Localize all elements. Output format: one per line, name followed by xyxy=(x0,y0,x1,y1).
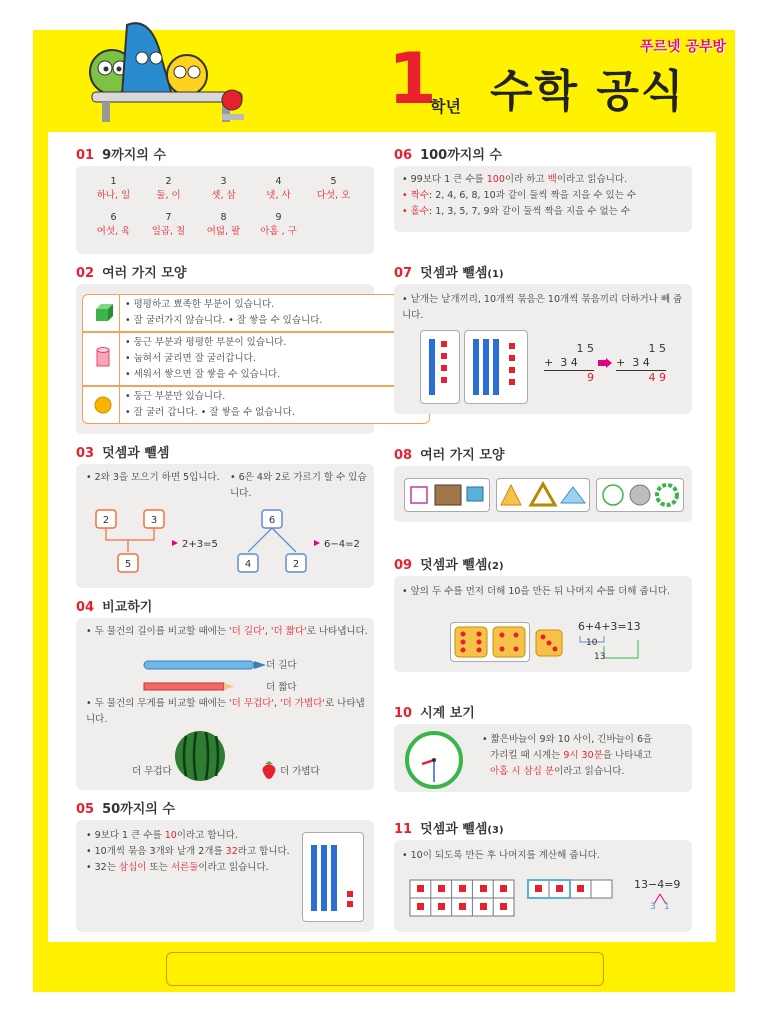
tens-blocks-icon xyxy=(303,833,363,921)
section-03-heading: 03 덧셈과 뺄셈 xyxy=(76,446,170,461)
blocks-card-2 xyxy=(464,330,528,404)
section-01-panel xyxy=(76,166,374,254)
s09-result: 13 xyxy=(594,652,606,662)
pen-pencil-illustration xyxy=(142,658,272,694)
shape-row-box xyxy=(82,294,430,332)
num-item: 1 하나, 일 xyxy=(96,176,131,201)
section-09-panel xyxy=(394,576,692,672)
sub-equation: 6−4=2 xyxy=(324,539,360,550)
tens-blocks-card xyxy=(302,832,364,922)
heavier-label: 더 무겁다 xyxy=(132,766,172,777)
section-08-panel xyxy=(394,466,692,522)
triangle-shapes-icon xyxy=(497,479,589,511)
num-item: 5 다섯, 오 xyxy=(316,176,351,201)
shape-desc: • 둥근 부분만 있습니다. • 잘 굴러 갑니다. • 잘 쌓을 수 없습니다. xyxy=(125,391,295,418)
watermelon-icon xyxy=(172,728,228,784)
bond-part-a: 2 xyxy=(102,515,110,526)
cylinder-icon xyxy=(95,347,111,369)
compose-text: • 2와 3을 모으기 하면 5입니다. xyxy=(86,472,220,483)
weight-text: • 두 물건의 무게를 비교할 때에는 '더 무겁다', '더 가볍다'로 나타냅니다. xyxy=(86,698,365,725)
number-row-1 xyxy=(86,176,361,201)
page-title: 수학 공식 xyxy=(490,66,686,117)
section-11-heading: 11 덧셈과 뺄셈(3) xyxy=(394,822,504,837)
num-item: 6 여섯, 육 xyxy=(96,212,131,237)
brand-logo: 푸르넷 공부방 xyxy=(640,39,727,55)
cube-icon xyxy=(93,303,113,323)
section-06-panel xyxy=(394,166,692,232)
circle-shapes-card xyxy=(596,478,684,512)
section-08-heading: 08 여러 가지 모양 xyxy=(394,448,505,463)
square-shapes-card xyxy=(404,478,490,512)
s07-text: • 낱개는 낱개끼리, 10개씩 묶음은 10개씩 묶음끼리 더하거나 빼 줍니다. xyxy=(402,294,683,321)
section-02-panel xyxy=(76,284,374,434)
hundred-text: • 99보다 1 큰 수를 100이라 하고 백이라고 읽습니다. • 짝수: 2, 4, 6, 8, 10과 같이 둘씩 짝을 지을 수 있는 수 • 홀수: 1, 3, 5, 7, 9와 같이 둘씩 짝을 지을 수 없는 수 xyxy=(402,174,637,217)
s11-text: • 10이 되도록 만든 후 나머지를 계산해 줍니다. xyxy=(402,850,600,861)
section-11-panel xyxy=(394,840,692,932)
arrow-icon xyxy=(598,358,612,368)
ten-frame-full xyxy=(408,874,518,922)
bond-sum: 5 xyxy=(124,559,132,570)
grade-number: 1 xyxy=(388,38,437,120)
num-item: 7 일곱, 칠 xyxy=(151,212,186,237)
grade-label: 학년 xyxy=(430,97,461,116)
number-row-2 xyxy=(86,212,306,237)
clock-text: • 짧은바늘이 9와 10 사이, 긴바늘이 6을 가리킬 때 시계는 9시 30분을 나타내고 아홉 시 삼십 분이라고 읽습니다. xyxy=(482,734,653,777)
bond-part-b: 3 xyxy=(150,515,158,526)
section-06-heading: 06 100까지의 수 xyxy=(394,148,502,163)
section-01-heading xyxy=(76,144,166,163)
vertical-calc-2: 1 5 + 3 4 4 9 xyxy=(616,342,666,384)
decompose-text: • 6은 4와 2로 가르기 할 수 있습니다. xyxy=(230,472,367,499)
number-bond-diagram xyxy=(76,504,374,584)
section-02-heading: 02 여러 가지 모양 xyxy=(76,266,187,281)
shape-desc: • 평평하고 뾰족한 부분이 있습니다. • 잘 굴러가지 않습니다. • 잘 쌓을 수 있습니다. xyxy=(125,299,323,326)
square-shapes-icon xyxy=(405,479,489,511)
longer-label: 더 길다 xyxy=(266,660,297,671)
blocks-card-1 xyxy=(420,330,460,404)
shape-row-cylinder xyxy=(82,332,430,386)
section-number: 01 xyxy=(76,148,95,163)
fifty-text: • 9보다 1 큰 수를 10이라고 합니다. • 10개씩 묶음 3개와 낱개 2개를 32라고 합니다. • 32는 삼십이 또는 서른둘이라고 읽습니다. xyxy=(86,830,290,873)
section-04-heading: 04 비교하기 xyxy=(76,600,153,615)
mascot-illustration xyxy=(72,20,262,130)
section-10-panel xyxy=(394,724,692,792)
num-item: 2 둘, 이 xyxy=(156,176,181,201)
section-09-heading: 09 덧셈과 뺄셈(2) xyxy=(394,558,504,573)
s09-ten: 10 xyxy=(586,638,598,648)
section-05-heading: 05 50까지의 수 xyxy=(76,802,175,817)
name-field-box[interactable] xyxy=(166,952,604,986)
section-07-heading: 07 덧셈과 뺄셈(1) xyxy=(394,266,504,281)
triangle-shapes-card xyxy=(496,478,590,512)
ten-frame-remaining xyxy=(526,874,616,922)
single-die-icon xyxy=(534,628,564,658)
tens-blocks-icon xyxy=(421,331,459,403)
section-10-heading: 10 시계 보기 xyxy=(394,706,475,721)
shape-row-sphere xyxy=(82,386,430,424)
num-item: 4 넷, 사 xyxy=(266,176,291,201)
strawberry-icon xyxy=(260,760,278,780)
lighter-label: 더 가볍다 xyxy=(280,766,320,777)
num-item: 8 여덟, 팔 xyxy=(206,212,241,237)
bond-whole: 6 xyxy=(268,515,276,526)
shorter-label: 더 짧다 xyxy=(266,682,297,693)
add-equation: 2+3=5 xyxy=(182,539,218,550)
shape-desc: • 둥근 부분과 평평한 부분이 있습니다. • 눕혀서 굴리면 잘 굴러갑니다. • 세워서 쌓으면 잘 쌓을 수 있습니다. xyxy=(125,337,287,380)
vertical-calc-1: 1 5 + 3 4 9 xyxy=(544,342,594,384)
clock-icon xyxy=(404,730,464,790)
length-text: • 두 물건의 길이를 비교할 때에는 '더 길다', '더 짧다'로 나타냅니다. xyxy=(86,626,368,637)
s09-text: • 앞의 두 수를 먼저 더해 10을 만든 뒤 나머지 수를 더해 줍니다. xyxy=(402,586,671,597)
section-04-panel xyxy=(76,618,374,790)
section-title: 9까지의 수 xyxy=(102,148,166,163)
section-07-panel xyxy=(394,284,692,414)
dice-icon xyxy=(451,623,529,661)
s09-equation: 6+4+3=13 xyxy=(578,620,641,633)
s11-equation: 13−4=9 xyxy=(634,878,681,891)
dice-card xyxy=(450,622,530,662)
bond-split-b: 2 xyxy=(292,559,300,570)
circle-shapes-icon xyxy=(597,479,683,511)
section-05-panel xyxy=(76,820,374,932)
tens-blocks-icon xyxy=(465,331,527,403)
num-item: 3 셋, 삼 xyxy=(211,176,236,201)
num-item: 9 아홉 , 구 xyxy=(260,212,297,237)
s11-split-b: 1 xyxy=(664,902,670,912)
sphere-icon xyxy=(93,395,113,415)
section-03-panel xyxy=(76,464,374,588)
s11-split-a: 3 xyxy=(650,902,656,912)
bond-split-a: 4 xyxy=(244,559,252,570)
